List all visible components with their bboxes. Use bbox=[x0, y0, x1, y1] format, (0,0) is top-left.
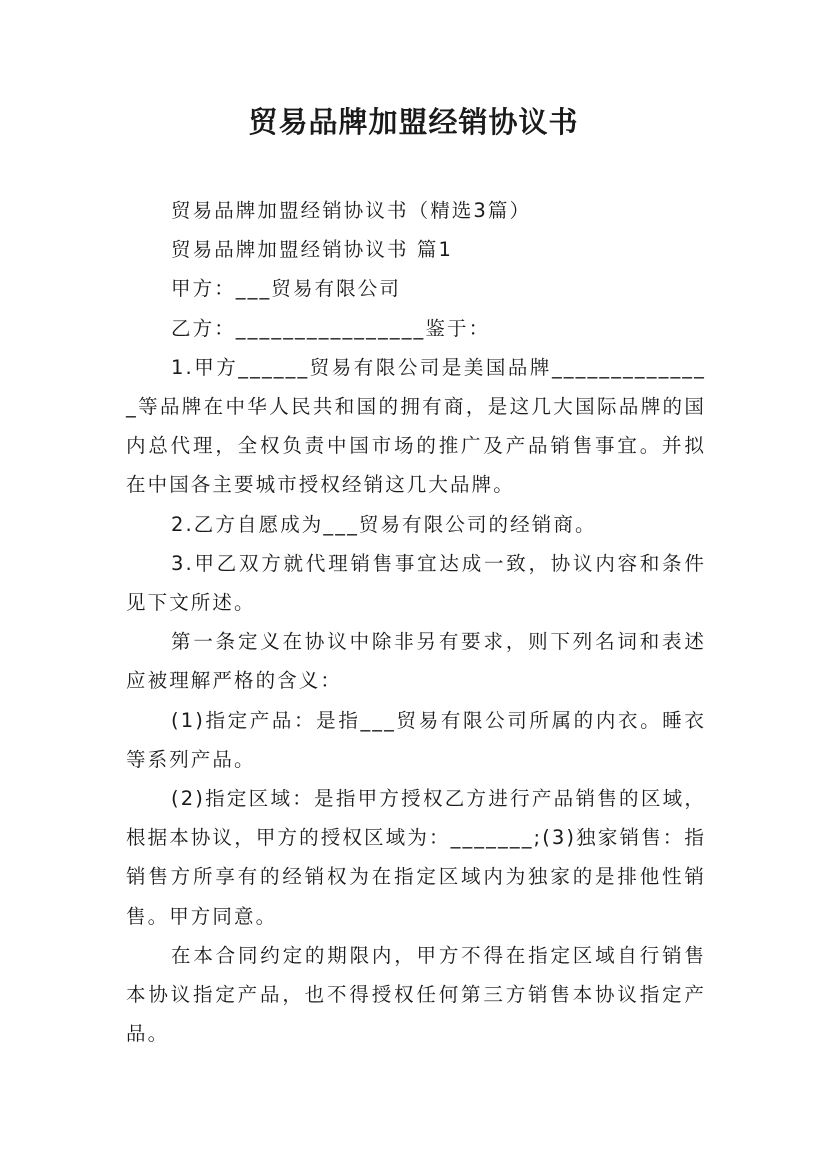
document-paragraph: 1.甲方______贸易有限公司是美国品牌______________等品牌在中华人民共和国的拥有商，是这几大国际品牌的国内总代理，全权负责中国市场的推广及产品销售事宜。并拟在中国各主要城市授权经销这几大品牌。 bbox=[126, 355, 706, 497]
document-paragraph: 在本合同约定的期限内，甲方不得在指定区域自行销售本协议指定产品，也不得授权任何第三方销售本协议指定产品。 bbox=[126, 943, 706, 1046]
document-paragraph: 贸易品牌加盟经销协议书 篇1 bbox=[171, 238, 454, 262]
document-paragraph: (2)指定区域：是指甲方授权乙方进行产品销售的区域，根据本协议，甲方的授权区域为：_______;(3)独家销售：指销售方所享有的经销权为在指定区域内为独家的是排他性销售。甲方同意。 bbox=[126, 787, 706, 928]
document-paragraph: 2.乙方自愿成为___贸易有限公司的经销商。 bbox=[171, 512, 597, 536]
document-title: 贸易品牌加盟经销协议书 bbox=[248, 105, 579, 139]
document-paragraph: 贸易品牌加盟经销协议书（精选3篇） bbox=[171, 199, 532, 222]
document-paragraph: 乙方：________________鉴于： bbox=[171, 316, 491, 340]
document-body bbox=[126, 191, 706, 1053]
document-paragraph: (1)指定产品：是指___贸易有限公司所属的内衣。睡衣等系列产品。 bbox=[126, 708, 706, 771]
document-paragraph: 3.甲乙双方就代理销售事宜达成一致，协议内容和条件见下文所述。 bbox=[126, 551, 706, 615]
document-paragraph: 甲方：___贸易有限公司 bbox=[171, 277, 401, 301]
document-paragraph: 第一条定义在协议中除非另有要求，则下列名词和表述应被理解严格的含义： bbox=[126, 630, 706, 693]
